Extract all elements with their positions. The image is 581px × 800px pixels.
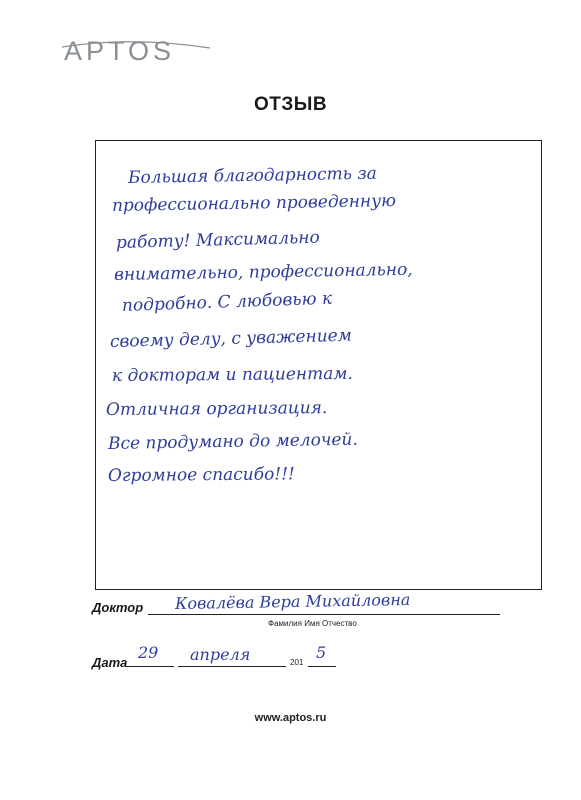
- review-line: работу! Максимально: [115, 227, 320, 253]
- date-label: Дата: [92, 655, 128, 670]
- review-line: Огромное спасибо!!!: [107, 464, 295, 486]
- page-title: ОТЗЫВ: [253, 94, 328, 115]
- review-line: к докторам и пациентам.: [111, 363, 353, 386]
- aptos-logo: [62, 30, 212, 70]
- date-day: 29: [138, 643, 159, 662]
- date-year-prefix: 201: [290, 658, 304, 667]
- doctor-caption: Фамилия Имя Отчество: [268, 619, 357, 628]
- review-line: Большая благодарность за: [127, 163, 377, 188]
- doctor-label: Доктор: [92, 600, 144, 615]
- review-line: Отличная организация.: [105, 398, 328, 420]
- date-year-suffix: 5: [316, 643, 327, 662]
- date-year-line: [308, 666, 336, 667]
- date-day-line: [126, 666, 174, 667]
- review-line: внимательно, профессионально,: [113, 259, 413, 285]
- doctor-value: Ковалёва Вера Михайловна: [174, 589, 411, 614]
- review-line: подробно. С любовью к: [121, 288, 333, 316]
- review-line: Все продумано до мелочей.: [107, 429, 359, 454]
- doctor-line: [148, 614, 500, 615]
- review-line: профессионально проведенную: [111, 191, 397, 216]
- date-month: апреля: [190, 645, 251, 664]
- footer-url: www.aptos.ru: [254, 712, 327, 724]
- svg-text:APTOS: APTOS: [64, 36, 176, 66]
- review-line: своему делу, с уважением: [109, 325, 353, 352]
- date-month-line: [178, 666, 286, 667]
